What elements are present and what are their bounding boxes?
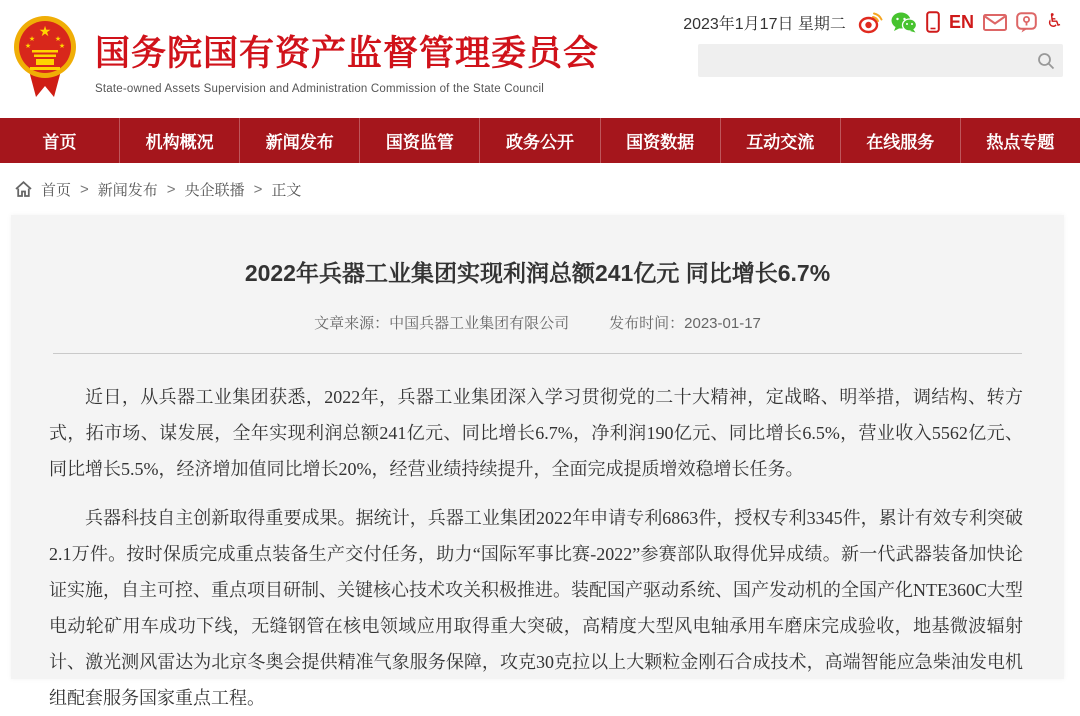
article-body <box>11 354 1064 716</box>
nav-item-data[interactable]: 国资数据 <box>600 118 720 163</box>
nav-item-interaction[interactable]: 互动交流 <box>720 118 840 163</box>
wechat-icon[interactable] <box>891 11 917 33</box>
english-version-link[interactable]: EN <box>948 11 974 32</box>
mail-icon[interactable] <box>983 11 1007 33</box>
main-nav <box>0 118 1080 163</box>
breadcrumb-news[interactable]: 新闻发布 <box>97 181 158 199</box>
article-meta <box>11 312 1064 333</box>
site-title: 国务院国有资产监督管理委员会 <box>95 34 600 73</box>
source-value: 中国兵器工业集团有限公司 <box>389 315 570 332</box>
svg-text:★: ★ <box>28 36 36 43</box>
breadcrumb-current: 正文 <box>271 181 302 199</box>
nav-item-gov-affairs[interactable]: 政务公开 <box>479 118 599 163</box>
breadcrumb-separator: > <box>80 180 89 198</box>
search-icon[interactable] <box>1029 52 1063 70</box>
breadcrumb <box>0 163 1080 215</box>
article-card <box>11 215 1064 708</box>
site-header <box>0 0 1080 118</box>
national-emblem-logo <box>12 13 78 99</box>
accessibility-icon[interactable]: ♿ <box>1045 11 1063 32</box>
header-utility-row <box>683 10 1063 34</box>
current-date: 2023年1月17日 星期二 <box>683 15 846 33</box>
national-emblem-icon <box>12 13 78 99</box>
mobile-icon[interactable] <box>926 11 940 33</box>
home-icon <box>14 180 33 198</box>
source-label: 文章来源： <box>314 315 390 332</box>
search-box[interactable] <box>698 44 1063 77</box>
site-subtitle: State-owned Assets Supervision and Administration Commission of the State Council <box>95 83 544 95</box>
article-paragraph: 兵器科技自主创新取得重要成果。据统计，兵器工业集团2022年申请专利6863件，授权专利3345件，累计有效专利突破2.1万件。按时保质完成重点装备生产交付任务，助力“国际军事比赛-2022”参赛部队取得优异成绩。新一代武器装备加快论证实施，自主可控、重点项目研制、关键核心技术攻关积极推进。装配国产驱动系统、国产发动机的全国产化NTE360C大型电动轮矿用车成功下线，无缝钢管在核电领域应用取得重大突破，高精度大型风电轴承用车磨床完成验收，地基微波辐射计、激光测风雷达为北京冬奥会提供精准气象服务保障，攻克30克拉以上大颗粒金刚石合成技术，高端智能应急柴油发电机组配套服务国家重点工程。 <box>49 508 1023 708</box>
header-right <box>683 10 1063 77</box>
nav-item-home[interactable]: 首页 <box>42 133 77 152</box>
svg-text:★: ★ <box>38 23 52 39</box>
breadcrumb-separator: > <box>166 180 176 198</box>
nav-item-about[interactable]: 机构概况 <box>119 118 239 163</box>
svg-text:★: ★ <box>54 36 62 43</box>
breadcrumb-separator: > <box>253 180 263 198</box>
nav-item-news[interactable]: 新闻发布 <box>239 118 359 163</box>
breadcrumb-home[interactable]: 首页 <box>41 181 72 199</box>
article-title: 2022年兵器工业集团实现利润总额241亿元 同比增长6.7% <box>244 260 831 286</box>
nav-item-hot-topics[interactable]: 热点专题 <box>960 118 1080 163</box>
search-input[interactable] <box>698 44 1029 77</box>
nav-item-supervision[interactable]: 国资监管 <box>359 118 479 163</box>
site-title-block <box>95 26 599 95</box>
nav-item-online-services[interactable]: 在线服务 <box>840 118 960 163</box>
svg-text:★: ★ <box>58 43 66 50</box>
svg-text:★: ★ <box>24 43 32 50</box>
breadcrumb-central-enterprises[interactable]: 央企联播 <box>184 181 245 199</box>
location-icon[interactable] <box>1016 11 1037 33</box>
article-paragraph: 近日，从兵器工业集团获悉，2022年，兵器工业集团深入学习贯彻党的二十大精神，定战略、明举措，调结构、转方式，拓市场、谋发展，全年实现利润总额241亿元、同比增长6.7%，净利润190亿元、同比增长6.5%，营业收入5562亿元、同比增长5.5%，经济增加值同比增长20%，经营业绩持续提升，全面完成提质增效稳增长任务。 <box>49 387 1023 479</box>
weibo-icon[interactable] <box>859 11 882 33</box>
publish-time-value: 2023-01-17 <box>684 315 761 332</box>
publish-time-label: 发布时间： <box>609 315 685 332</box>
